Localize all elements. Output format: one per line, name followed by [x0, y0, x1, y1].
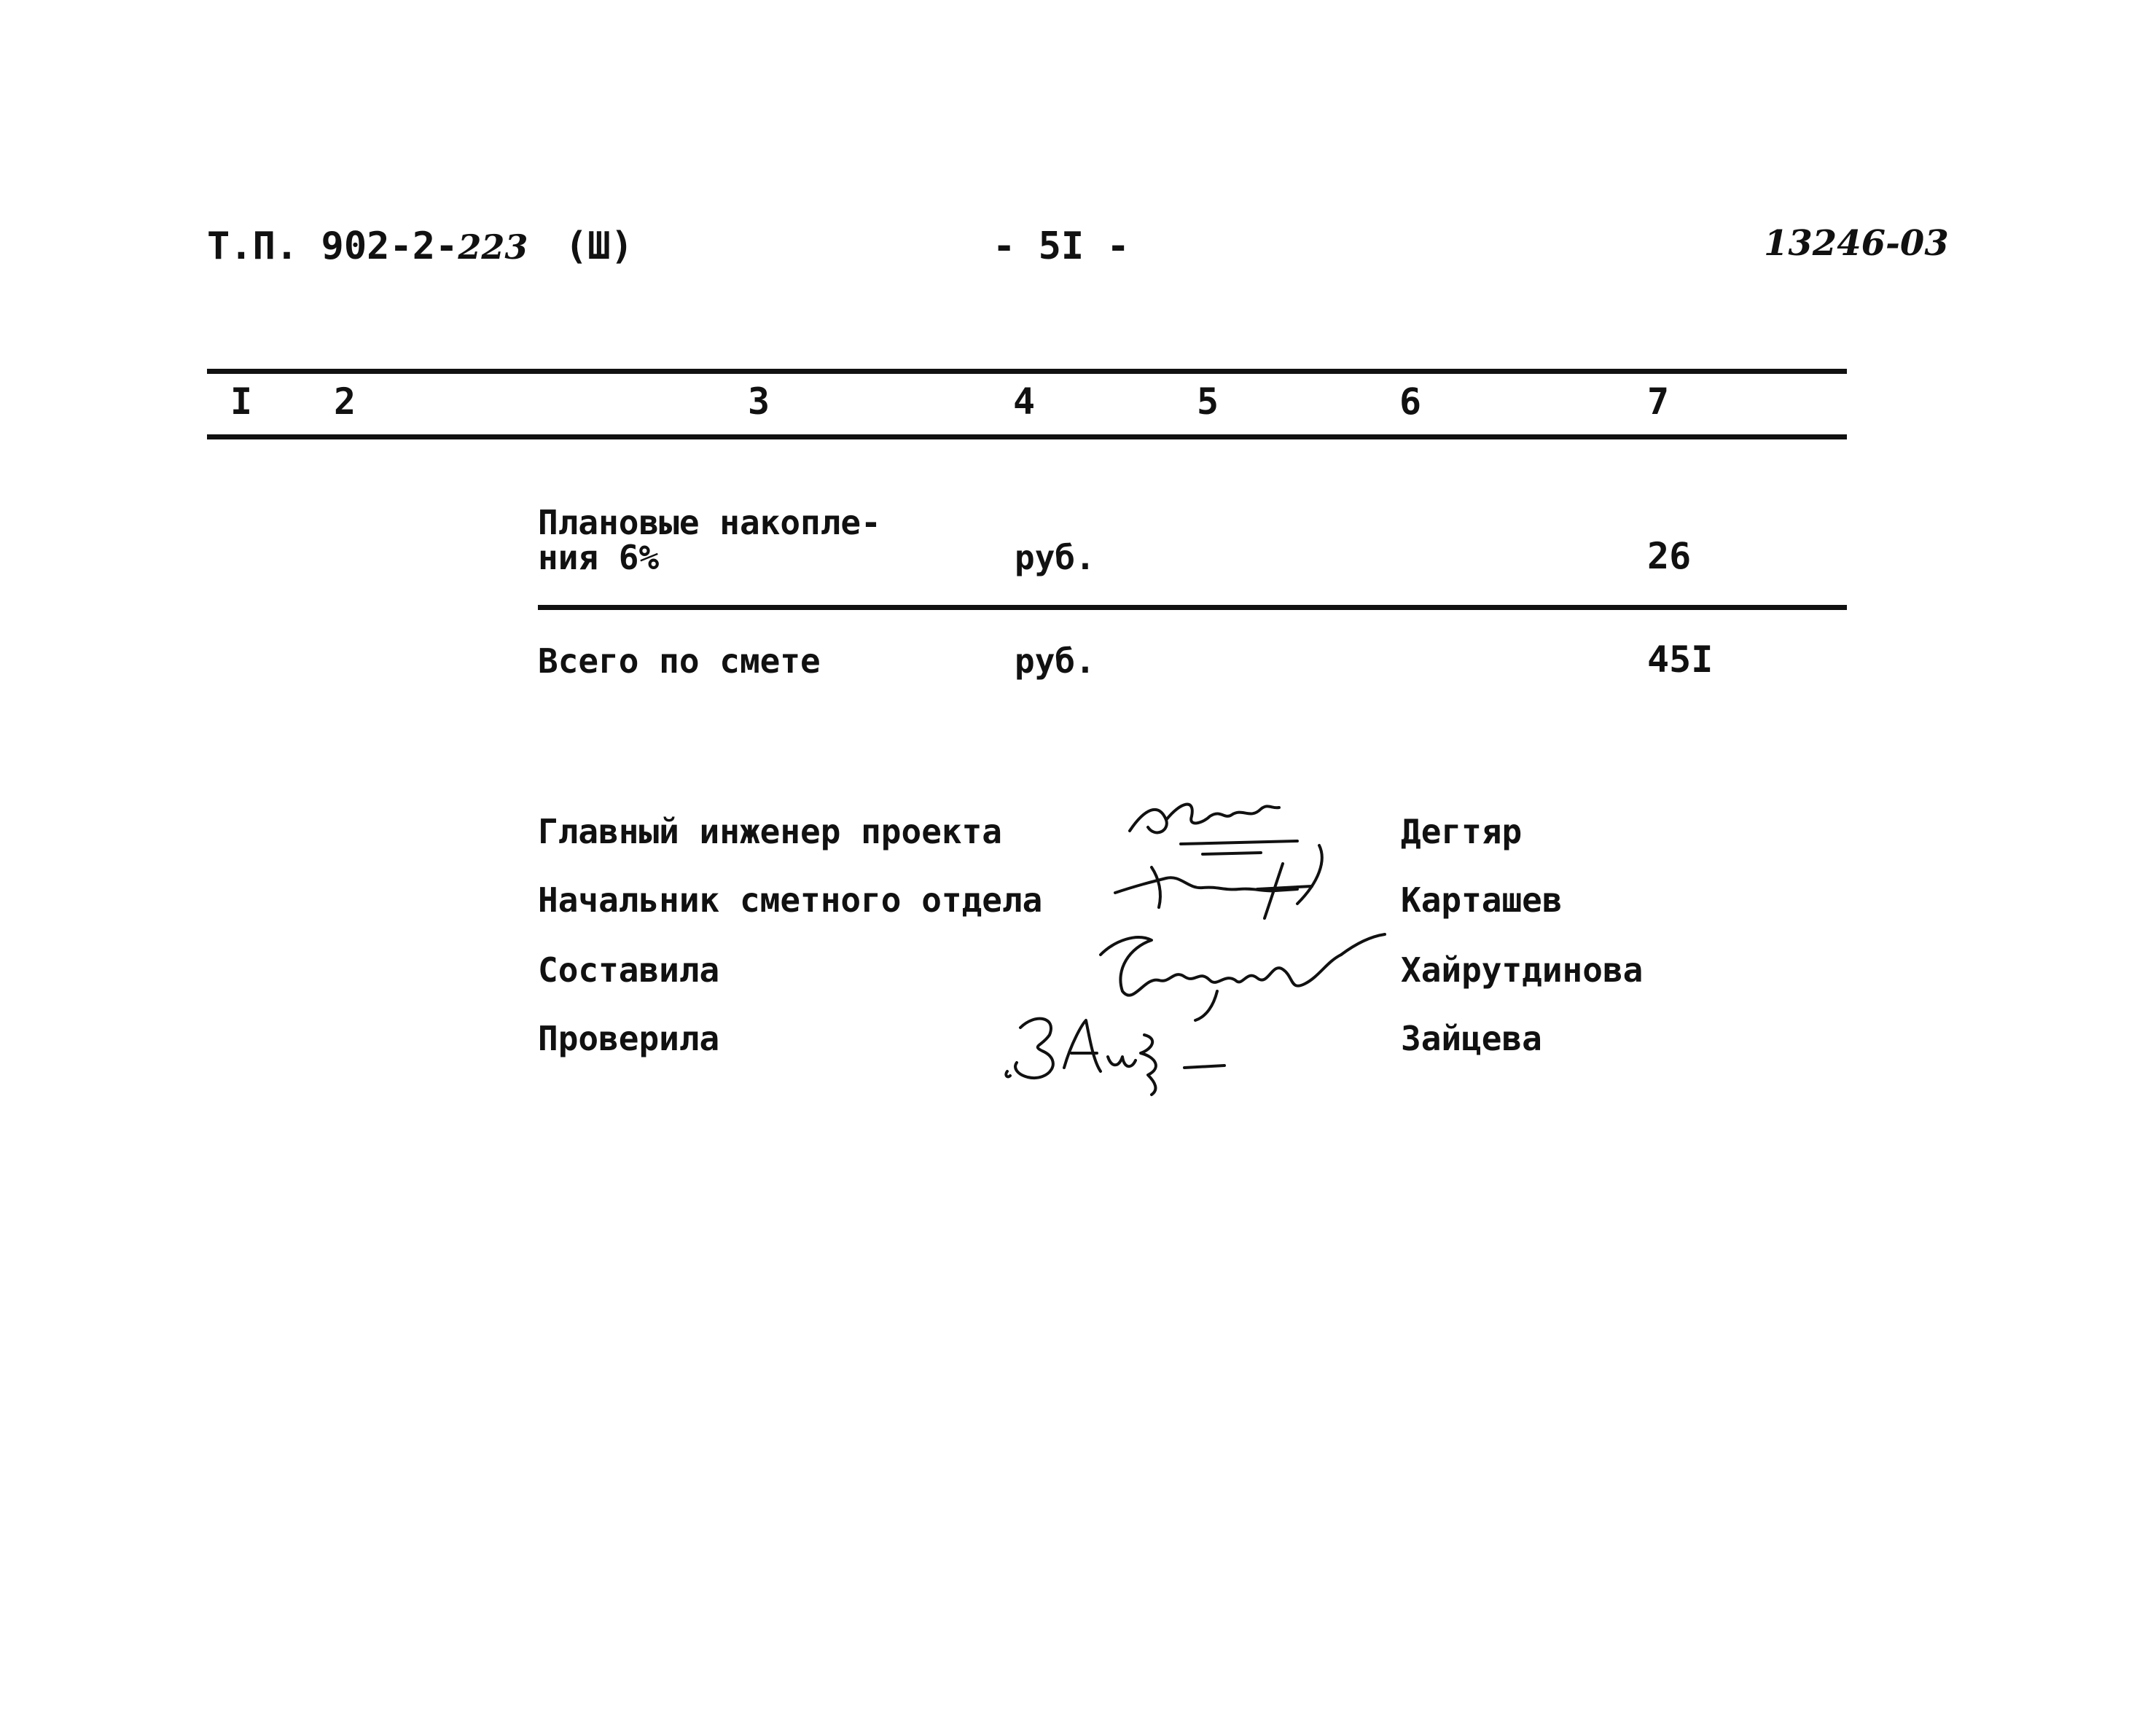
document-code-handwritten: 223 — [458, 227, 528, 267]
table-header-bottom-rule — [207, 434, 1847, 439]
column-header-4: 4 — [1013, 380, 1036, 423]
signature-role-compiled-by: Составила — [538, 950, 720, 990]
signature-name-chief-engineer: Дегтяр — [1401, 812, 1523, 851]
archive-number: 13246-03 — [1764, 223, 1949, 264]
planned-savings-label-line2: ния 6% — [538, 538, 660, 577]
column-header-3: 3 — [748, 380, 770, 423]
planned-savings-value: 26 — [1647, 535, 1692, 577]
planned-savings-unit: руб. — [1015, 538, 1095, 577]
signature-name-checked-by: Зайцева — [1401, 1019, 1542, 1058]
column-header-5: 5 — [1197, 380, 1219, 423]
page-number: - 5I - — [993, 224, 1130, 268]
total-value: 45I — [1647, 638, 1714, 681]
total-separator-rule — [538, 605, 1847, 610]
column-header-1: I — [230, 380, 253, 423]
signature-name-estimate-head: Карташев — [1401, 880, 1563, 920]
document-code — [207, 224, 528, 268]
total-unit: руб. — [1015, 641, 1095, 681]
signature-checked-by — [999, 998, 1261, 1100]
document-code-prefix: Т.П. 902-2- — [207, 224, 458, 268]
column-header-7: 7 — [1647, 380, 1670, 423]
table-top-rule — [207, 369, 1847, 374]
column-header-2: 2 — [334, 380, 356, 423]
signature-name-compiled-by: Хайрутдинова — [1401, 950, 1644, 990]
document-series: (Ш) — [565, 224, 633, 268]
column-header-6: 6 — [1399, 380, 1422, 423]
signature-role-chief-engineer: Главный инженер проекта — [538, 812, 1002, 851]
planned-savings-label-line1: Плановые накопле- — [538, 503, 881, 542]
signature-role-checked-by: Проверила — [538, 1019, 720, 1058]
signature-role-estimate-head: Начальник сметного отдела — [538, 880, 1043, 920]
total-label: Всего по смете — [538, 641, 821, 681]
